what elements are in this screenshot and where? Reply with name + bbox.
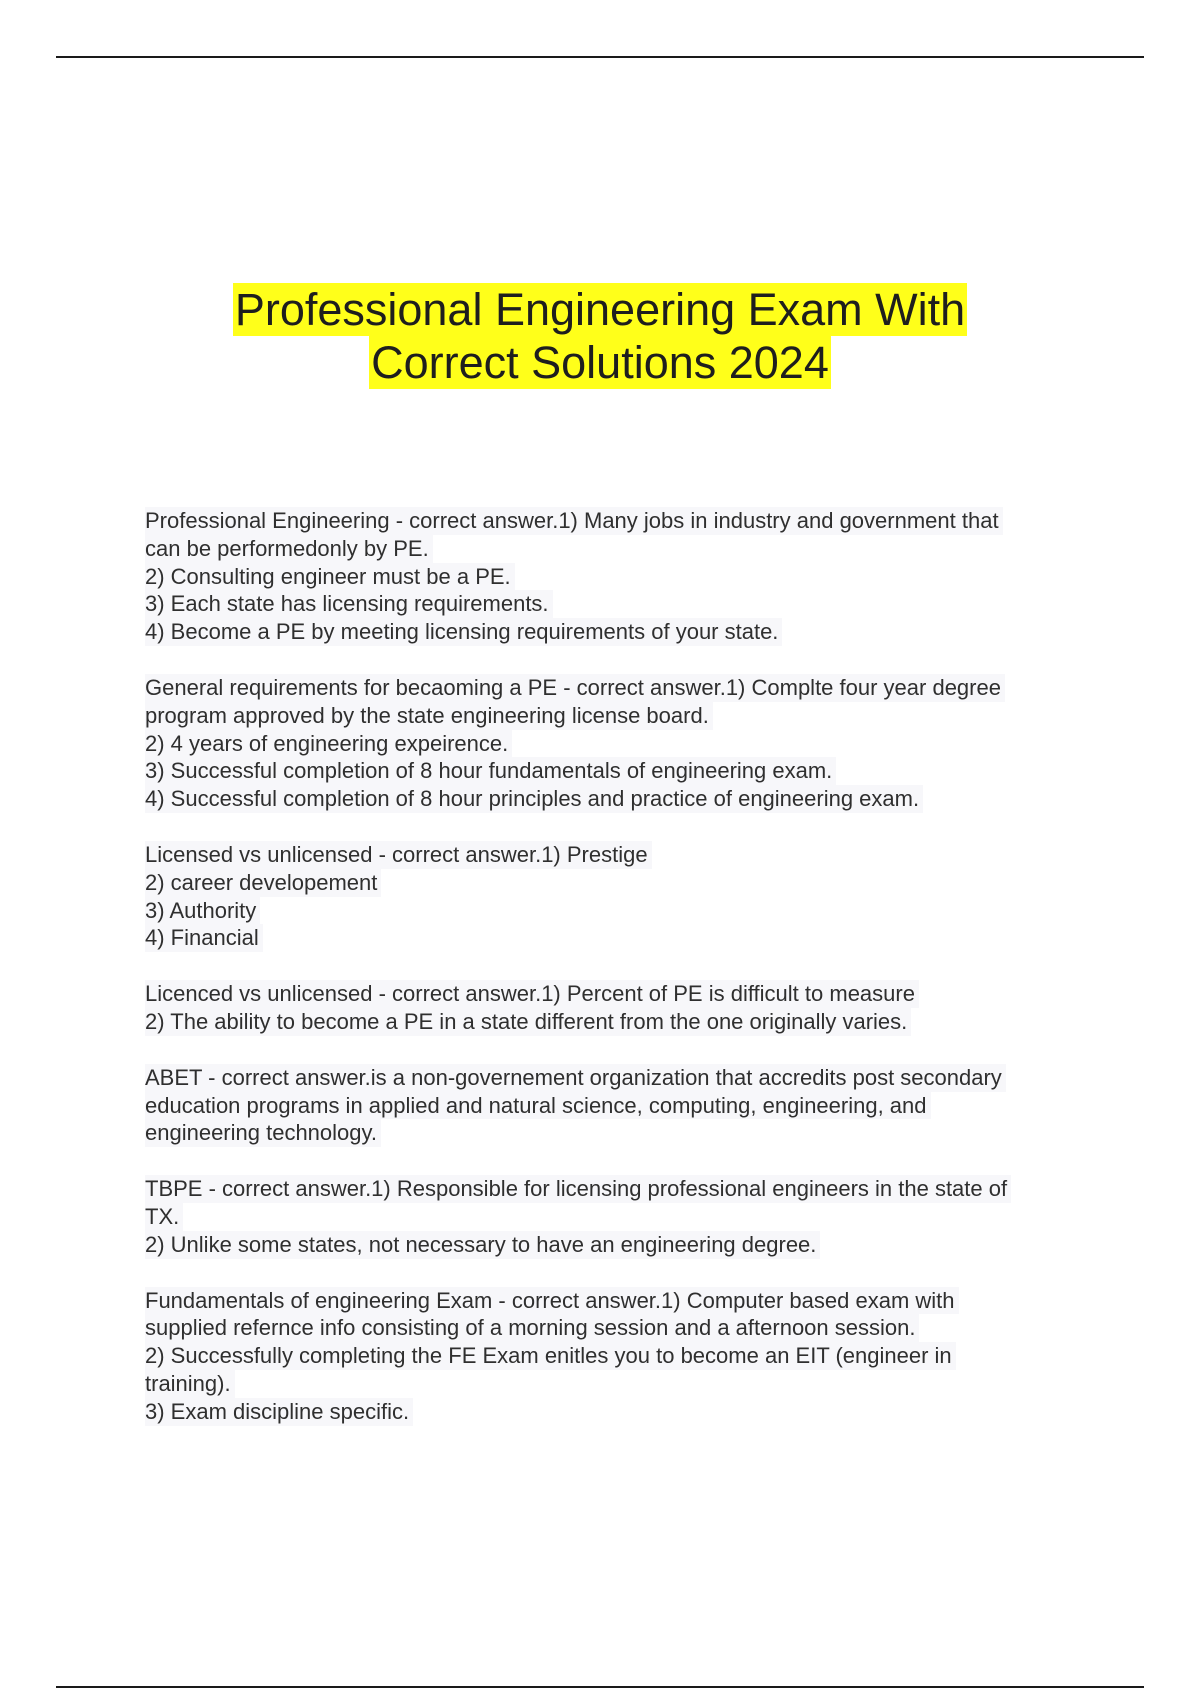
qa-line: training).	[145, 1370, 235, 1398]
qa-entry-tbpe	[145, 1175, 1085, 1258]
qa-line: 3) Successful completion of 8 hour fundamentals of engineering exam.	[145, 757, 836, 785]
qa-line: 3) Authority	[145, 897, 260, 925]
qa-line: Professional Engineering - correct answer.1) Many jobs in industry and government that	[145, 507, 1003, 535]
qa-entry-licensed-vs-unlicensed	[145, 841, 1085, 952]
qa-line: TX.	[145, 1203, 183, 1231]
qa-line: TBPE - correct answer.1) Responsible for licensing professional engineers in the state of	[145, 1175, 1011, 1203]
qa-entry-general-requirements	[145, 674, 1085, 813]
qa-line: Licenced vs unlicensed - correct answer.1) Percent of PE is difficult to measure	[145, 980, 919, 1008]
qa-line: can be performedonly by PE.	[145, 535, 433, 563]
qa-line: Licensed vs unlicensed - correct answer.1) Prestige	[145, 841, 652, 869]
bottom-rule	[56, 1686, 1144, 1688]
document-title	[0, 283, 1200, 389]
qa-line: engineering technology.	[145, 1119, 381, 1147]
qa-line: education programs in applied and natural science, computing, engineering, and	[145, 1092, 931, 1120]
qa-line: supplied refernce info consisting of a morning session and a afternoon session.	[145, 1314, 919, 1342]
qa-line: 2) career developement	[145, 869, 381, 897]
qa-list	[145, 507, 1085, 1454]
qa-line: 3) Each state has licensing requirements.	[145, 590, 553, 618]
qa-line: 2) Successfully completing the FE Exam enitles you to become an EIT (engineer in	[145, 1342, 956, 1370]
top-rule	[56, 56, 1144, 58]
title-line-2: Correct Solutions 2024	[371, 337, 829, 388]
qa-line: 4) Financial	[145, 924, 263, 952]
qa-line: ABET - correct answer.is a non-governement organization that accredits post secondary	[145, 1064, 1006, 1092]
qa-entry-abet	[145, 1064, 1085, 1147]
qa-line: 4) Become a PE by meeting licensing requirements of your state.	[145, 618, 782, 646]
qa-line: program approved by the state engineering license board.	[145, 702, 713, 730]
qa-entry-licenced-vs-unlicensed	[145, 980, 1085, 1036]
qa-line: Fundamentals of engineering Exam - correct answer.1) Computer based exam with	[145, 1287, 959, 1315]
title-line-1: Professional Engineering Exam With	[234, 284, 966, 335]
qa-line: 2) The ability to become a PE in a state different from the one originally varies.	[145, 1008, 911, 1036]
qa-line: 2) Consulting engineer must be a PE.	[145, 563, 515, 591]
qa-line: 3) Exam discipline specific.	[145, 1398, 413, 1426]
qa-line: 4) Successful completion of 8 hour principles and practice of engineering exam.	[145, 785, 923, 813]
qa-entry-professional-engineering	[145, 507, 1085, 646]
qa-line: 2) Unlike some states, not necessary to have an engineering degree.	[145, 1231, 820, 1259]
qa-entry-fundamentals-exam	[145, 1287, 1085, 1426]
qa-line: 2) 4 years of engineering expeirence.	[145, 730, 512, 758]
qa-line: General requirements for becaoming a PE - correct answer.1) Complte four year degree	[145, 674, 1005, 702]
